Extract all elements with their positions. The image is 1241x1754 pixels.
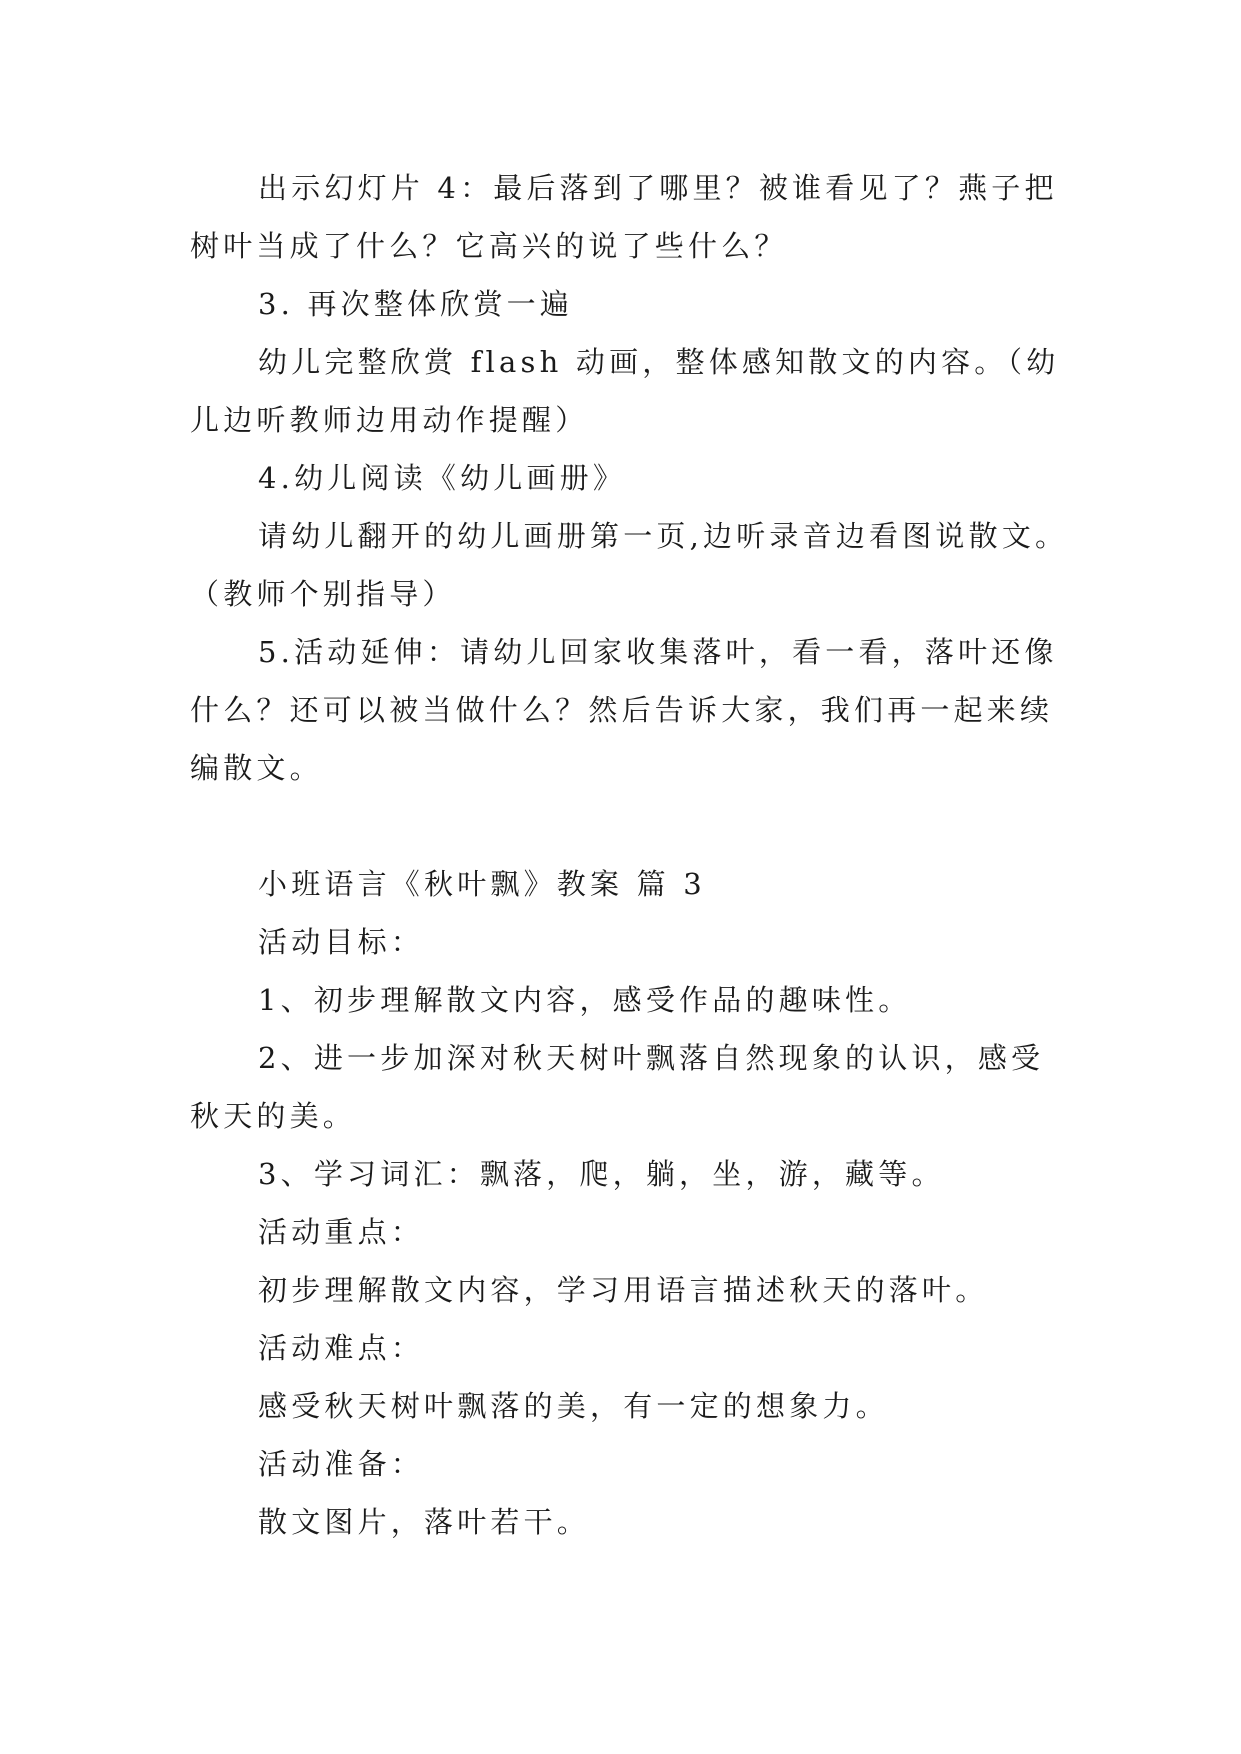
paragraph-flash-line2: 儿边听教师边用动作提醒） (190, 403, 589, 437)
paragraph-flash-line1: 幼儿完整欣赏 flash 动画，整体感知散文的内容。（幼 (258, 345, 1060, 379)
heading-preparation: 活动准备： (258, 1447, 425, 1481)
step-3-heading: 3. 再次整体欣赏一遍 (258, 287, 574, 321)
key-points-text: 初步理解散文内容，学习用语言描述秋天的落叶。 (258, 1273, 989, 1307)
goal-3: 3、学习词汇：飘落，爬，躺，坐，游，藏等。 (258, 1157, 945, 1191)
paragraph-picture-book-line2: （教师个别指导） (190, 577, 456, 611)
heading-activity-goals: 活动目标： (258, 925, 425, 959)
step-5-line3: 编散文。 (190, 751, 323, 785)
goal-2-line2: 秋天的美。 (190, 1099, 357, 1133)
preparation-text: 散文图片，落叶若干。 (258, 1505, 591, 1539)
paragraph-slide4-line1: 出示幻灯片 4：最后落到了哪里？被谁看见了？燕子把 (258, 171, 1058, 205)
paragraph-slide4-line2: 树叶当成了什么？它高兴的说了些什么？ (190, 229, 788, 263)
section-title: 小班语言《秋叶飘》教案 篇 3 (258, 867, 706, 901)
paragraph-picture-book-line1: 请幼儿翻开的幼儿画册第一页,边听录音边看图说散文。 (258, 519, 1069, 553)
heading-key-points: 活动重点： (258, 1215, 425, 1249)
step-4-heading: 4.幼儿阅读《幼儿画册》 (258, 461, 627, 495)
difficulties-text: 感受秋天树叶飘落的美，有一定的想象力。 (258, 1389, 889, 1423)
goal-2-line1: 2、进一步加深对秋天树叶飘落自然现象的认识，感受 (258, 1041, 1045, 1075)
step-5-line1: 5.活动延伸：请幼儿回家收集落叶，看一看，落叶还像 (258, 635, 1058, 669)
step-5-line2: 什么？还可以被当做什么？然后告诉大家，我们再一起来续 (190, 693, 1054, 727)
heading-difficulties: 活动难点： (258, 1331, 425, 1365)
goal-1: 1、初步理解散文内容，感受作品的趣味性。 (258, 983, 912, 1017)
